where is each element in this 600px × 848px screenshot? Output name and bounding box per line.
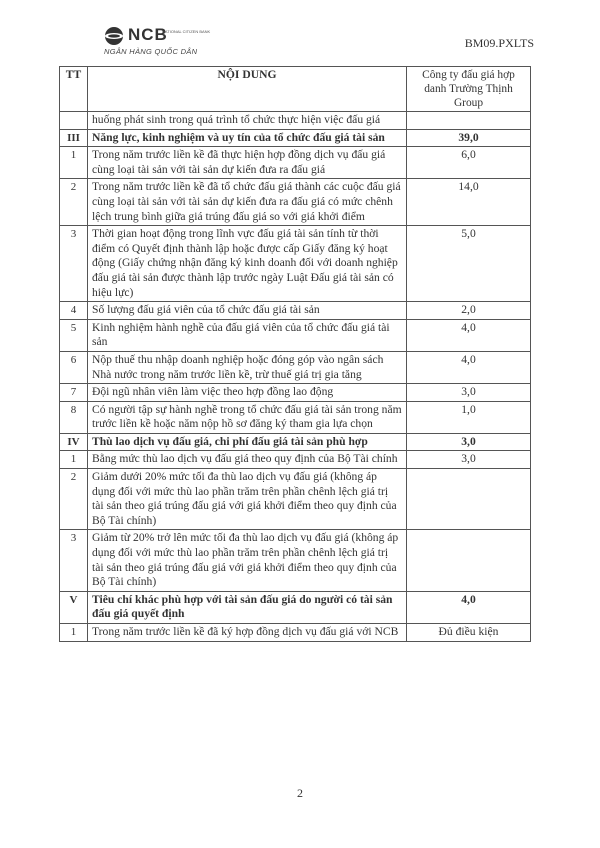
row-number: 3 [60, 226, 88, 302]
logo-small-text: NATIONAL CITIZEN BANK [162, 29, 211, 34]
table-row [60, 384, 531, 402]
row-number: 1 [60, 147, 88, 179]
ncb-logo-icon [104, 26, 124, 46]
page-header [104, 24, 534, 64]
row-number: 7 [60, 384, 88, 402]
table-row [60, 179, 531, 226]
table-row [60, 226, 531, 302]
row-number: 3 [60, 530, 88, 591]
row-score: 4,0 [407, 351, 531, 383]
row-content: Có người tập sự hành nghề trong tổ chức đấu giá tài sản trong năm trước liền kề hoặc năm nộp hồ sơ đăng ký tham gia lựa chọn [88, 401, 407, 433]
row-content: Kinh nghiệm hành nghề của đấu giá viên của tổ chức đấu giá tài sản [88, 319, 407, 351]
row-content: Trong năm trước liền kề đã thực hiện hợp đồng dịch vụ đấu giá cùng loại tài sản với tài sản dự kiến đưa ra đấu giá [88, 147, 407, 179]
column-header-tt: TT [60, 67, 88, 112]
row-number [60, 112, 88, 130]
table-header-row [60, 67, 531, 112]
row-content: Bằng mức thù lao dịch vụ đấu giá theo quy định của Bộ Tài chính [88, 451, 407, 469]
row-content: Nộp thuế thu nhập doanh nghiệp hoặc đóng góp vào ngân sách Nhà nước trong năm trước liền kề, trừ thuế giá trị gia tăng [88, 351, 407, 383]
table-row [60, 469, 531, 530]
table-row [60, 530, 531, 591]
table-row [60, 351, 531, 383]
row-score: 3,0 [407, 451, 531, 469]
row-score: 2,0 [407, 302, 531, 320]
section-row [60, 591, 531, 623]
section-score: 39,0 [407, 129, 531, 147]
row-score [407, 469, 531, 530]
row-content: Trong năm trước liền kề đã ký hợp đồng dịch vụ đấu giá với NCB [88, 624, 407, 642]
table-row [60, 451, 531, 469]
row-score: 1,0 [407, 401, 531, 433]
section-number: III [60, 129, 88, 147]
section-title: Thù lao dịch vụ đấu giá, chi phí đấu giá tài sản phù hợp [88, 433, 407, 451]
section-title: Năng lực, kinh nghiệm và uy tín của tổ chức đấu giá tài sản [88, 129, 407, 147]
row-number: 1 [60, 624, 88, 642]
row-score: 5,0 [407, 226, 531, 302]
row-content: Trong năm trước liền kề đã tổ chức đấu giá thành các cuộc đấu giá cùng loại tài sản với tài sản dự kiến đưa ra đấu giá có mức chênh lệch trung bình giữa giá trúng đấu giá so với giá khởi điểm [88, 179, 407, 226]
row-number: 8 [60, 401, 88, 433]
row-content: Số lượng đấu giá viên của tổ chức đấu giá tài sản [88, 302, 407, 320]
row-content: Đội ngũ nhân viên làm việc theo hợp đồng lao động [88, 384, 407, 402]
row-number: 2 [60, 469, 88, 530]
row-content: Thời gian hoạt động trong lĩnh vực đấu giá tài sản tính từ thời điểm có Quyết định thành lập hoặc được cấp Giấy đăng ký hoạt động (Giấy chứng nhận đăng ký kinh doanh đối với doanh nghiệp đấu giá tài sản được thành lập trước ngày Luật Đấu giá tài sản có hiệu lực) [88, 226, 407, 302]
column-header-organization: Công ty đấu giá hợp danh Trường Thịnh Group [407, 67, 531, 112]
section-number: IV [60, 433, 88, 451]
table-row [60, 624, 531, 642]
ncb-logo [104, 24, 244, 62]
page-number: 2 [297, 786, 303, 800]
row-score: 3,0 [407, 384, 531, 402]
table-row [60, 112, 531, 130]
row-score: 14,0 [407, 179, 531, 226]
row-content: Giảm dưới 20% mức tối đa thù lao dịch vụ đấu giá (không áp dụng đối với mức thù lao phần trăm trên phần chênh lệch giá trị tài sản theo giá trúng đấu giá với giá khởi điểm theo quy định của Bộ Tài chính) [88, 469, 407, 530]
row-content: Giảm từ 20% trở lên mức tối đa thù lao dịch vụ đấu giá (không áp dụng đối với mức thù lao phần trăm trên phần chênh lệch giá trị tài sản theo giá trúng đấu giá với giá khởi điểm theo quy định của Bộ Tài chính) [88, 530, 407, 591]
row-number: 1 [60, 451, 88, 469]
column-header-content: NỘI DUNG [88, 67, 407, 112]
row-number: 5 [60, 319, 88, 351]
table-row [60, 147, 531, 179]
logo-name: NCB [128, 25, 168, 44]
row-score [407, 530, 531, 591]
evaluation-table [59, 66, 531, 642]
row-score: Đủ điều kiện [407, 624, 531, 642]
row-score [407, 112, 531, 130]
section-row [60, 433, 531, 451]
row-number: 6 [60, 351, 88, 383]
table-row [60, 401, 531, 433]
row-number: 4 [60, 302, 88, 320]
row-score: 4,0 [407, 319, 531, 351]
row-content: huống phát sinh trong quá trình tổ chức thực hiện việc đấu giá [88, 112, 407, 130]
section-row [60, 129, 531, 147]
section-title: Tiêu chí khác phù hợp với tài sản đấu giá do người có tài sản đấu giá quyết định [88, 591, 407, 623]
logo-subtitle: NGÂN HÀNG QUỐC DÂN [104, 47, 198, 56]
section-score: 3,0 [407, 433, 531, 451]
table-row [60, 302, 531, 320]
table-row [60, 319, 531, 351]
section-score: 4,0 [407, 591, 531, 623]
document-code: BM09.PXLTS [464, 36, 534, 50]
row-number: 2 [60, 179, 88, 226]
row-score: 6,0 [407, 147, 531, 179]
section-number: V [60, 591, 88, 623]
